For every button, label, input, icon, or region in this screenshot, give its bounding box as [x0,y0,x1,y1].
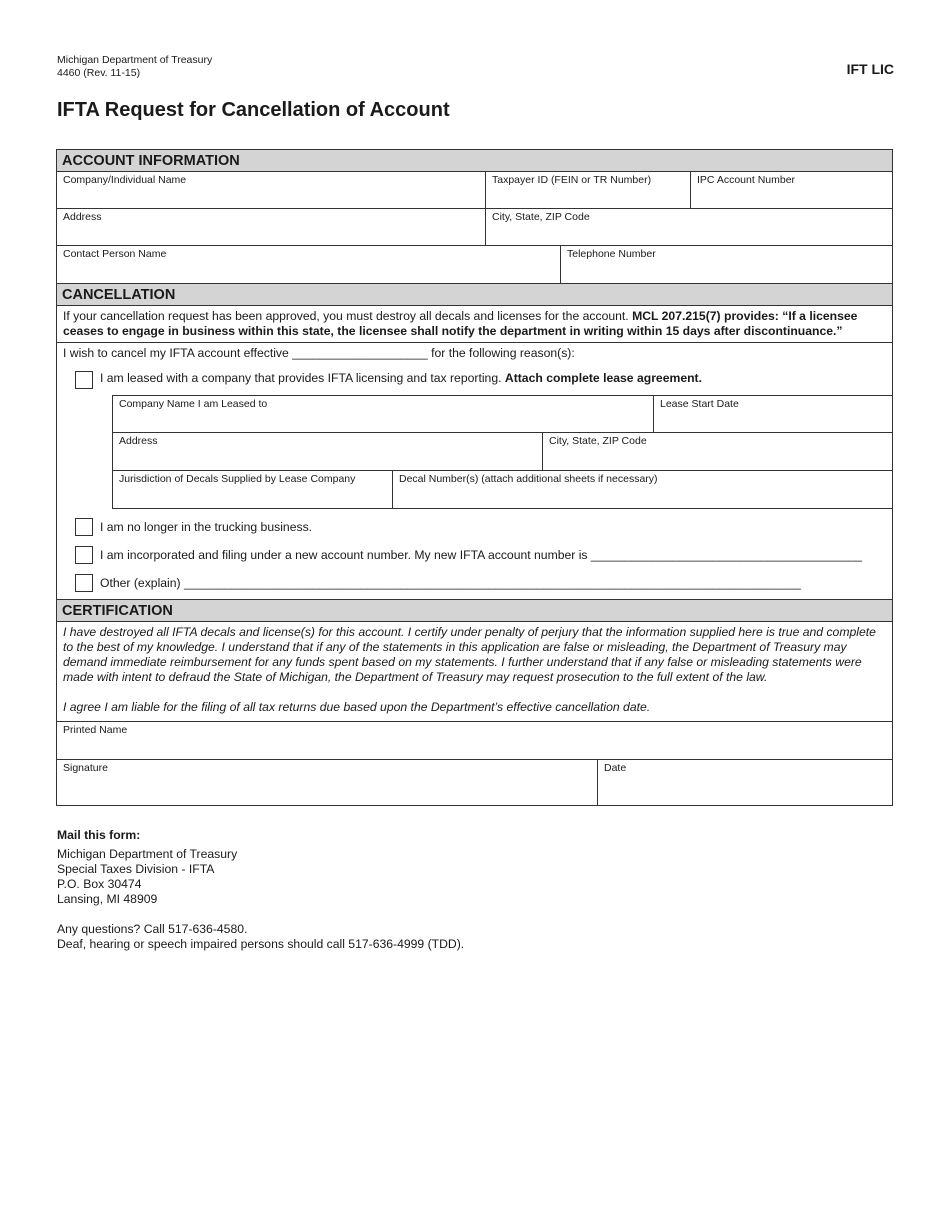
printed-name-row [57,722,892,760]
city-state-zip-label: City, State, ZIP Code [492,211,590,223]
mailing-instructions [57,828,464,952]
cancellation-intro-text: If your cancellation request has been approved, you must destroy all decals and licenses for the account. [63,309,633,323]
telephone-field[interactable] [560,246,892,283]
agency-block [57,54,212,80]
incorporated-checkbox[interactable] [75,546,93,564]
lease-address-label: Address [119,435,158,447]
certification-section-heading: CERTIFICATION [57,600,892,622]
mail-heading: Mail this form: [57,828,141,842]
certification-text: I have destroyed all IFTA decals and license(s) for this account. I certify under penalty of perjury that the information supplied here is true and complete to the best of my knowledge. I understand that if any of the statements in this application are false or misleading, the Department of Treasury may demand immediate reimbursement for any funds spent based on my statements. I further understand that if any false or misleading statements were made with intent to defraud the State of Michigan, the Department of Treasury may request prosecution to the full extent of the law. [63,625,876,684]
other-checkbox[interactable] [75,574,93,592]
leased-checkbox[interactable] [75,371,93,389]
company-name-label: Company/Individual Name [63,174,187,186]
date-label: Date [604,762,627,774]
option-no-longer [57,517,892,545]
lease-company-label: Company Name I am Leased to [119,398,268,410]
contact-person-label: Contact Person Name [63,248,167,260]
liability-text: I agree I am liable for the filing of all tax returns due based upon the Department’s effective cancellation date. [63,700,651,714]
lease-start-date-field[interactable] [653,396,892,432]
leased-option-text [100,371,702,385]
account-row-3 [57,246,892,284]
jurisdiction-label: Jurisdiction of Decals Supplied by Lease Company [119,473,356,485]
effective-date-line[interactable]: I wish to cancel my IFTA account effective ____________________ for the following reason(s): [63,346,575,360]
city-state-zip-field[interactable] [485,209,892,245]
lease-city-label: City, State, ZIP Code [549,435,647,447]
ipc-account-label: IPC Account Number [697,174,796,186]
lease-start-date-label: Lease Start Date [660,398,739,410]
mail-line-4: Lansing, MI 48909 [57,892,158,906]
option-incorporated [57,545,892,573]
mail-line-3: P.O. Box 30474 [57,877,142,891]
option-other [57,573,892,595]
page-title: IFTA Request for Cancellation of Account [57,99,450,121]
other-option-text[interactable]: Other (explain) ___________________________________________________________________________________________ [100,576,801,590]
option-leased [57,369,892,393]
mail-line-2: Special Taxes Division - IFTA [57,862,215,876]
cancellation-reasons [57,343,892,600]
date-field[interactable] [597,760,892,805]
signature-label: Signature [63,762,108,774]
no-longer-option-text: I am no longer in the trucking business. [100,520,313,534]
signature-row [57,760,892,805]
mail-line-1: Michigan Department of Treasury [57,847,238,861]
contact-info [57,922,464,952]
incorporated-option-text[interactable]: I am incorporated and filing under a new account number. My new IFTA account number is ________________________________________ [100,548,863,562]
form-number: 4460 (Rev. 11-15) [57,67,141,79]
company-name-field[interactable] [57,172,485,208]
tdd-line: Deaf, hearing or speech impaired persons should call 517-636-4999 (TDD). [57,937,465,951]
taxpayer-id-field[interactable] [485,172,690,208]
lease-details-table [112,395,892,509]
ipc-account-field[interactable] [690,172,892,208]
agency-name: Michigan Department of Treasury [57,54,213,66]
printed-name-field[interactable] [57,722,892,759]
account-row-2 [57,209,892,246]
contact-person-field[interactable] [57,246,560,283]
leased-option-label: I am leased with a company that provides IFTA licensing and tax reporting. [100,371,505,385]
form-code: IFT LIC [846,61,894,77]
jurisdiction-field[interactable] [113,471,392,508]
questions-line: Any questions? Call 517-636-4580. [57,922,248,936]
account-row-1 [57,172,892,209]
mail-address [57,847,464,907]
printed-name-label: Printed Name [63,724,128,736]
cancellation-form [56,149,893,806]
no-longer-checkbox[interactable] [75,518,93,536]
address-field[interactable] [57,209,485,245]
lease-company-field[interactable] [113,396,653,432]
certification-statement [57,622,892,722]
signature-field[interactable] [57,760,597,805]
lease-row-2 [113,433,892,471]
decal-numbers-field[interactable] [392,471,892,508]
telephone-label: Telephone Number [567,248,656,260]
mcl-citation: MCL 207.215(7) provides: “If a licensee ceases to engage in business within this state, the licensee shall notify the department in writing within 15 days after discontinuance.” [63,309,858,338]
address-label: Address [63,211,102,223]
decal-numbers-label: Decal Number(s) (attach additional sheets if necessary) [399,473,658,485]
account-section-heading: ACCOUNT INFORMATION [57,150,892,172]
cancellation-section-heading: CANCELLATION [57,284,892,306]
lease-city-field[interactable] [542,433,892,470]
lease-row-1 [113,396,892,433]
attach-lease-note: Attach complete lease agreement. [504,371,702,385]
taxpayer-id-label: Taxpayer ID (FEIN or TR Number) [492,174,652,186]
lease-address-field[interactable] [113,433,542,470]
cancellation-intro [57,306,892,343]
lease-row-3 [113,471,892,508]
